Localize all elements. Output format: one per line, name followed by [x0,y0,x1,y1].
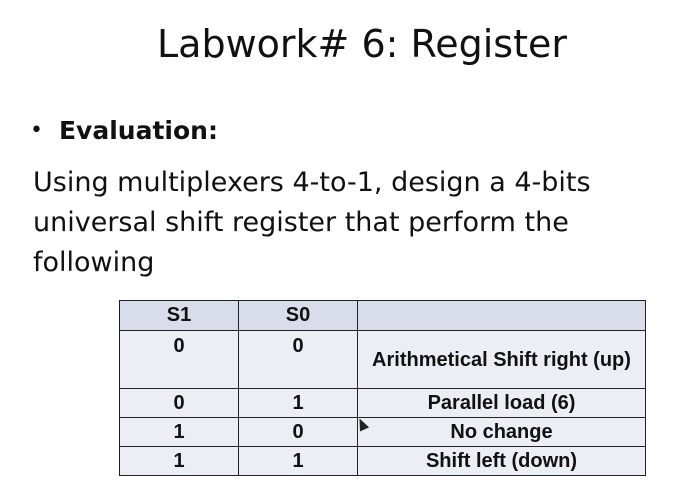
cell-s0: 1 [239,447,358,476]
cell-operation: No change [358,418,646,447]
header-s0: S0 [239,301,358,331]
cell-s0: 0 [239,418,358,447]
cell-s0: 0 [239,331,358,389]
cell-s1: 0 [120,389,239,418]
bullet-symbol: • [30,118,43,143]
table-row [120,418,646,447]
header-operation [358,301,646,331]
cell-operation: Shift left (down) [358,447,646,476]
table-header-row [120,301,646,331]
header-s1: S1 [120,301,239,331]
bullet-label: Evaluation: [58,116,218,145]
cell-s0: 1 [239,389,358,418]
operation-table [119,300,646,476]
cell-s1: 1 [120,447,239,476]
cell-operation: Parallel load (6) [358,389,646,418]
truth-table [119,300,646,476]
bullet-item [30,116,218,145]
slide-title: Labwork# 6: Register [157,22,567,66]
cell-operation: Arithmetical Shift right (up) [358,331,646,389]
table-row [120,389,646,418]
table-row [120,331,646,389]
cell-s1: 1 [120,418,239,447]
body-paragraph: Using multiplexers 4-to-1, design a 4-bits universal shift register that perform the following [33,167,591,278]
cell-s1: 0 [120,331,239,389]
table-row [120,447,646,476]
